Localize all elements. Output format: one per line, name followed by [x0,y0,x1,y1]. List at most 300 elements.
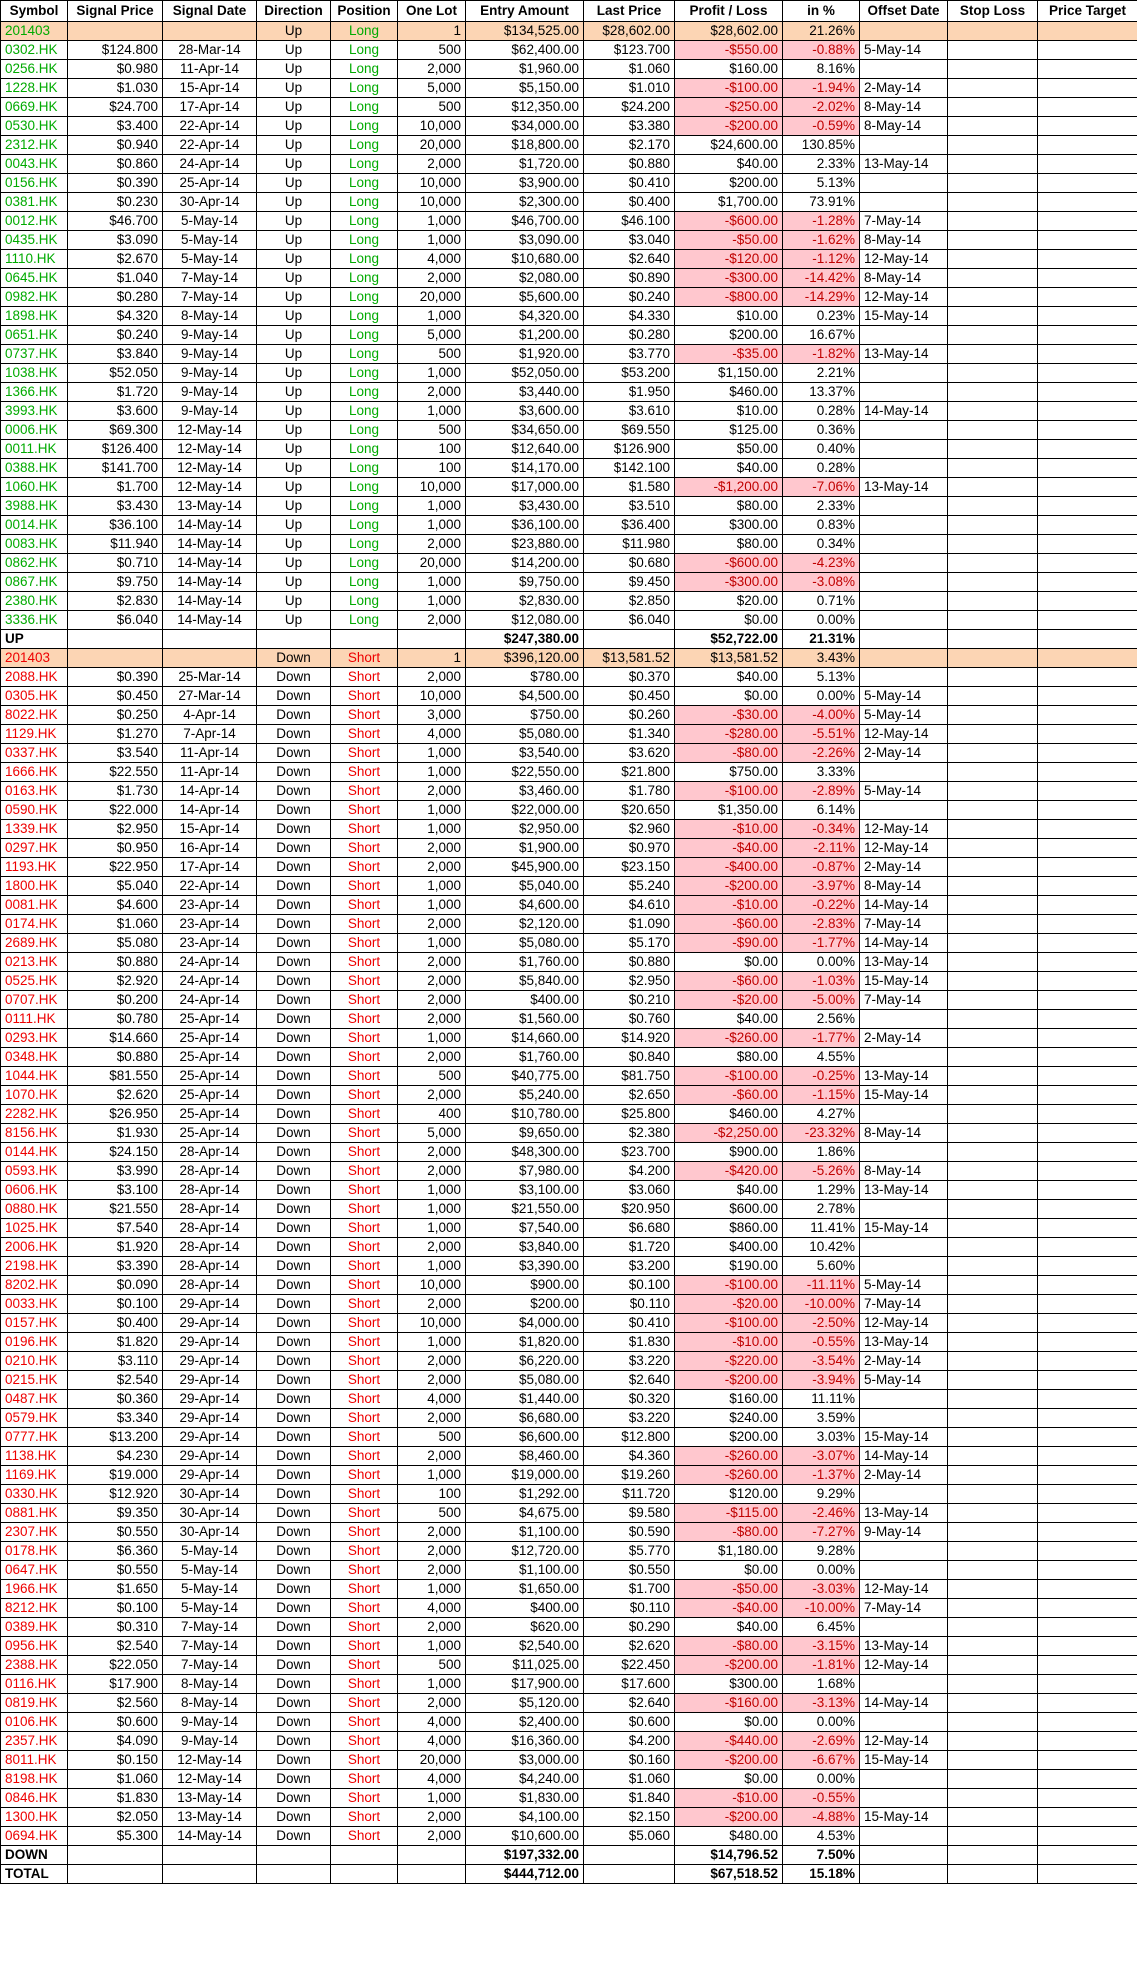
signal-date-cell[interactable]: 14-Apr-14 [163,782,257,801]
segment-profit-loss[interactable]: $28,602.00 [675,22,783,41]
position-cell[interactable]: Short [331,1143,398,1162]
cell[interactable] [948,1846,1038,1865]
price-target-cell[interactable] [1038,1257,1137,1276]
price-target-cell[interactable] [1038,1333,1137,1352]
symbol-cell[interactable]: 2312.HK [1,136,68,155]
price-target-cell[interactable] [1038,41,1137,60]
symbol-cell[interactable]: 0043.HK [1,155,68,174]
last-price-cell[interactable]: $2.620 [584,1637,675,1656]
offset-date-cell[interactable] [860,326,948,345]
signal-date-cell[interactable]: 28-Mar-14 [163,41,257,60]
stop-loss-cell[interactable] [948,535,1038,554]
pct-cell[interactable]: -1.62% [783,231,860,250]
symbol-cell[interactable]: 2282.HK [1,1105,68,1124]
signal-date-cell[interactable]: 7-May-14 [163,1656,257,1675]
direction-cell[interactable]: Down [257,1181,331,1200]
position-cell[interactable]: Short [331,1295,398,1314]
profit-loss-cell[interactable]: -$260.00 [675,1447,783,1466]
one-lot-cell[interactable]: 1,000 [398,877,466,896]
position-cell[interactable]: Long [331,345,398,364]
offset-date-cell[interactable] [860,573,948,592]
entry-amount-cell[interactable]: $1,100.00 [466,1523,584,1542]
direction-cell[interactable]: Up [257,345,331,364]
offset-date-cell[interactable]: 13-May-14 [860,478,948,497]
price-target-cell[interactable] [1038,421,1137,440]
direction-cell[interactable]: Down [257,1086,331,1105]
offset-date-cell[interactable]: 5-May-14 [860,1276,948,1295]
price-target-cell[interactable] [1038,364,1137,383]
offset-date-cell[interactable] [860,421,948,440]
last-price-cell[interactable]: $2.650 [584,1086,675,1105]
stop-loss-cell[interactable] [948,1485,1038,1504]
last-price-cell[interactable]: $3.220 [584,1352,675,1371]
one-lot-cell[interactable]: 2,000 [398,269,466,288]
offset-date-cell[interactable]: 7-May-14 [860,915,948,934]
signal-date-cell[interactable]: 14-May-14 [163,554,257,573]
last-price-cell[interactable]: $3.380 [584,117,675,136]
direction-cell[interactable]: Down [257,1314,331,1333]
offset-date-cell[interactable]: 8-May-14 [860,1124,948,1143]
offset-date-cell[interactable]: 14-May-14 [860,1694,948,1713]
signal-price-cell[interactable]: $0.880 [68,953,163,972]
position-cell[interactable]: Long [331,440,398,459]
cell[interactable] [948,649,1038,668]
offset-date-cell[interactable]: 15-May-14 [860,307,948,326]
position-cell[interactable]: Short [331,1808,398,1827]
position-cell[interactable]: Long [331,307,398,326]
one-lot-cell[interactable]: 1,000 [398,1181,466,1200]
one-lot-cell[interactable]: 2,000 [398,839,466,858]
stop-loss-cell[interactable] [948,706,1038,725]
profit-loss-cell[interactable]: $300.00 [675,1675,783,1694]
profit-loss-cell[interactable]: -$20.00 [675,991,783,1010]
symbol-cell[interactable]: 0006.HK [1,421,68,440]
offset-date-cell[interactable]: 5-May-14 [860,1371,948,1390]
price-target-cell[interactable] [1038,839,1137,858]
cell[interactable] [331,1846,398,1865]
profit-loss-cell[interactable]: $1,700.00 [675,193,783,212]
profit-loss-cell[interactable]: -$160.00 [675,1694,783,1713]
pct-cell[interactable]: 1.68% [783,1675,860,1694]
stop-loss-cell[interactable] [948,60,1038,79]
signal-date-cell[interactable]: 25-Apr-14 [163,1124,257,1143]
entry-amount-cell[interactable]: $3,840.00 [466,1238,584,1257]
direction-cell[interactable]: Down [257,1713,331,1732]
pct-cell[interactable]: 0.40% [783,440,860,459]
stop-loss-cell[interactable] [948,459,1038,478]
stop-loss-cell[interactable] [948,1713,1038,1732]
segment-one-lot[interactable]: 1 [398,22,466,41]
one-lot-cell[interactable]: 4,000 [398,1713,466,1732]
offset-date-cell[interactable] [860,136,948,155]
profit-loss-cell[interactable]: $1,350.00 [675,801,783,820]
profit-loss-cell[interactable]: $0.00 [675,953,783,972]
cell[interactable] [860,649,948,668]
cell[interactable] [860,1865,948,1884]
entry-amount-cell[interactable]: $6,600.00 [466,1428,584,1447]
profit-loss-cell[interactable]: $460.00 [675,383,783,402]
entry-amount-cell[interactable]: $3,430.00 [466,497,584,516]
offset-date-cell[interactable]: 12-May-14 [860,820,948,839]
offset-date-cell[interactable] [860,516,948,535]
price-target-cell[interactable] [1038,1048,1137,1067]
entry-amount-cell[interactable]: $22,550.00 [466,763,584,782]
direction-cell[interactable]: Up [257,41,331,60]
signal-price-cell[interactable]: $2.540 [68,1637,163,1656]
offset-date-cell[interactable]: 15-May-14 [860,972,948,991]
last-price-cell[interactable]: $0.110 [584,1599,675,1618]
entry-amount-cell[interactable]: $52,050.00 [466,364,584,383]
offset-date-cell[interactable]: 7-May-14 [860,991,948,1010]
entry-amount-cell[interactable]: $34,000.00 [466,117,584,136]
stop-loss-cell[interactable] [948,1656,1038,1675]
last-price-cell[interactable]: $3.770 [584,345,675,364]
last-price-cell[interactable]: $0.260 [584,706,675,725]
signal-price-cell[interactable]: $4.090 [68,1732,163,1751]
position-cell[interactable]: Short [331,1789,398,1808]
signal-date-cell[interactable]: 28-Apr-14 [163,1219,257,1238]
offset-date-cell[interactable] [860,1257,948,1276]
pct-cell[interactable]: 10.42% [783,1238,860,1257]
position-cell[interactable]: Short [331,1523,398,1542]
entry-amount-cell[interactable]: $17,900.00 [466,1675,584,1694]
offset-date-cell[interactable]: 14-May-14 [860,402,948,421]
entry-amount-cell[interactable]: $400.00 [466,991,584,1010]
pct-cell[interactable]: 0.36% [783,421,860,440]
pct-cell[interactable]: 0.00% [783,1770,860,1789]
stop-loss-cell[interactable] [948,934,1038,953]
profit-loss-cell[interactable]: $125.00 [675,421,783,440]
signal-date-cell[interactable]: 9-May-14 [163,402,257,421]
stop-loss-cell[interactable] [948,383,1038,402]
stop-loss-cell[interactable] [948,478,1038,497]
position-cell[interactable]: Short [331,1067,398,1086]
stop-loss-cell[interactable] [948,839,1038,858]
symbol-cell[interactable]: 0156.HK [1,174,68,193]
segment-last-price[interactable]: $28,602.00 [584,22,675,41]
offset-date-cell[interactable] [860,1010,948,1029]
profit-loss-cell[interactable]: -$40.00 [675,839,783,858]
entry-amount-cell[interactable]: $12,350.00 [466,98,584,117]
pct-cell[interactable]: 2.33% [783,155,860,174]
symbol-cell[interactable]: 0707.HK [1,991,68,1010]
segment-direction[interactable]: Up [257,22,331,41]
direction-cell[interactable]: Down [257,1295,331,1314]
direction-cell[interactable]: Down [257,1257,331,1276]
symbol-cell[interactable]: 0487.HK [1,1390,68,1409]
last-price-cell[interactable]: $2.850 [584,592,675,611]
one-lot-cell[interactable]: 2,000 [398,991,466,1010]
pct-cell[interactable]: -7.06% [783,478,860,497]
last-price-cell[interactable]: $1.840 [584,1789,675,1808]
entry-amount-cell[interactable]: $1,960.00 [466,60,584,79]
stop-loss-cell[interactable] [948,1561,1038,1580]
signal-date-cell[interactable]: 28-Apr-14 [163,1162,257,1181]
signal-price-cell[interactable]: $0.100 [68,1599,163,1618]
profit-loss-cell[interactable]: -$200.00 [675,1371,783,1390]
one-lot-cell[interactable]: 2,000 [398,1010,466,1029]
last-price-cell[interactable]: $0.970 [584,839,675,858]
entry-amount-cell[interactable]: $14,660.00 [466,1029,584,1048]
pct-cell[interactable]: -3.07% [783,1447,860,1466]
stop-loss-cell[interactable] [948,763,1038,782]
price-target-cell[interactable] [1038,1618,1137,1637]
entry-amount-cell[interactable]: $1,440.00 [466,1390,584,1409]
offset-date-cell[interactable] [860,383,948,402]
stop-loss-cell[interactable] [948,1238,1038,1257]
profit-loss-cell[interactable]: -$50.00 [675,1580,783,1599]
price-target-cell[interactable] [1038,1105,1137,1124]
stop-loss-cell[interactable] [948,1390,1038,1409]
last-price-cell[interactable]: $23.150 [584,858,675,877]
pct-cell[interactable]: 5.60% [783,1257,860,1276]
last-price-cell[interactable]: $0.400 [584,193,675,212]
price-target-cell[interactable] [1038,136,1137,155]
last-price-cell[interactable]: $1.340 [584,725,675,744]
offset-date-cell[interactable]: 8-May-14 [860,877,948,896]
entry-amount-cell[interactable]: $10,600.00 [466,1827,584,1846]
entry-amount-cell[interactable]: $3,390.00 [466,1257,584,1276]
stop-loss-cell[interactable] [948,744,1038,763]
offset-date-cell[interactable] [860,60,948,79]
signal-date-cell[interactable]: 25-Apr-14 [163,1010,257,1029]
profit-loss-cell[interactable]: -$20.00 [675,1295,783,1314]
symbol-cell[interactable]: 0215.HK [1,1371,68,1390]
position-cell[interactable]: Short [331,1200,398,1219]
entry-amount-cell[interactable]: $3,000.00 [466,1751,584,1770]
position-cell[interactable]: Short [331,668,398,687]
offset-date-cell[interactable] [860,1770,948,1789]
one-lot-cell[interactable]: 5,000 [398,326,466,345]
price-target-cell[interactable] [1038,782,1137,801]
position-cell[interactable]: Short [331,1162,398,1181]
last-price-cell[interactable]: $5.770 [584,1542,675,1561]
cell[interactable] [584,630,675,649]
position-cell[interactable]: Short [331,896,398,915]
pct-cell[interactable]: -3.54% [783,1352,860,1371]
position-cell[interactable]: Long [331,41,398,60]
signal-date-cell[interactable]: 22-Apr-14 [163,136,257,155]
last-price-cell[interactable]: $6.680 [584,1219,675,1238]
one-lot-cell[interactable]: 2,000 [398,668,466,687]
entry-amount-cell[interactable]: $5,240.00 [466,1086,584,1105]
pct-cell[interactable]: -2.89% [783,782,860,801]
symbol-cell[interactable]: 0737.HK [1,345,68,364]
signal-price-cell[interactable]: $19.000 [68,1466,163,1485]
pct-cell[interactable]: 0.00% [783,687,860,706]
profit-loss-cell[interactable]: -$30.00 [675,706,783,725]
price-target-cell[interactable] [1038,1409,1137,1428]
price-target-cell[interactable] [1038,1504,1137,1523]
signal-price-cell[interactable]: $0.250 [68,706,163,725]
symbol-cell[interactable]: 3988.HK [1,497,68,516]
symbol-cell[interactable]: 0606.HK [1,1181,68,1200]
price-target-cell[interactable] [1038,991,1137,1010]
profit-loss-cell[interactable]: -$10.00 [675,1333,783,1352]
last-price-cell[interactable]: $0.110 [584,1295,675,1314]
direction-cell[interactable]: Down [257,763,331,782]
position-cell[interactable]: Short [331,1466,398,1485]
position-cell[interactable]: Short [331,1637,398,1656]
signal-date-cell[interactable]: 14-May-14 [163,1827,257,1846]
signal-price-cell[interactable]: $6.360 [68,1542,163,1561]
cell[interactable] [948,1865,1038,1884]
symbol-cell[interactable]: 2357.HK [1,1732,68,1751]
direction-cell[interactable]: Down [257,744,331,763]
symbol-cell[interactable]: 0435.HK [1,231,68,250]
profit-loss-cell[interactable]: $120.00 [675,1485,783,1504]
price-target-cell[interactable] [1038,1789,1137,1808]
one-lot-cell[interactable]: 2,000 [398,1371,466,1390]
entry-amount-cell[interactable]: $1,720.00 [466,155,584,174]
signal-date-cell[interactable]: 25-Apr-14 [163,1105,257,1124]
symbol-cell[interactable]: 1666.HK [1,763,68,782]
symbol-cell[interactable]: 1044.HK [1,1067,68,1086]
direction-cell[interactable]: Up [257,250,331,269]
profit-loss-cell[interactable]: -$80.00 [675,1637,783,1656]
profit-loss-cell[interactable]: $750.00 [675,763,783,782]
signal-date-cell[interactable]: 13-May-14 [163,497,257,516]
last-price-cell[interactable]: $21.800 [584,763,675,782]
last-price-cell[interactable]: $6.040 [584,611,675,630]
direction-cell[interactable]: Down [257,1048,331,1067]
signal-date-cell[interactable]: 23-Apr-14 [163,915,257,934]
cell[interactable] [398,1865,466,1884]
symbol-cell[interactable]: 8198.HK [1,1770,68,1789]
profit-loss-cell[interactable]: -$120.00 [675,250,783,269]
price-target-cell[interactable] [1038,1770,1137,1789]
position-cell[interactable]: Short [331,1713,398,1732]
entry-amount-cell[interactable]: $4,675.00 [466,1504,584,1523]
direction-cell[interactable]: Up [257,288,331,307]
profit-loss-cell[interactable]: -$60.00 [675,972,783,991]
signal-price-cell[interactable]: $0.400 [68,1314,163,1333]
signal-price-cell[interactable]: $11.940 [68,535,163,554]
cell[interactable] [1038,630,1137,649]
signal-price-cell[interactable]: $3.390 [68,1257,163,1276]
direction-cell[interactable]: Down [257,1808,331,1827]
signal-price-cell[interactable]: $22.050 [68,1656,163,1675]
last-price-cell[interactable]: $36.400 [584,516,675,535]
price-target-cell[interactable] [1038,1694,1137,1713]
one-lot-cell[interactable]: 2,000 [398,1086,466,1105]
price-target-cell[interactable] [1038,1599,1137,1618]
direction-cell[interactable]: Down [257,1656,331,1675]
stop-loss-cell[interactable] [948,896,1038,915]
symbol-cell[interactable]: 1366.HK [1,383,68,402]
entry-amount-cell[interactable]: $9,650.00 [466,1124,584,1143]
pct-cell[interactable]: -1.15% [783,1086,860,1105]
symbol-cell[interactable]: 0213.HK [1,953,68,972]
price-target-cell[interactable] [1038,250,1137,269]
grand-total-label[interactable]: TOTAL [1,1865,68,1884]
one-lot-cell[interactable]: 1,000 [398,1200,466,1219]
one-lot-cell[interactable]: 2,000 [398,1618,466,1637]
one-lot-cell[interactable]: 500 [398,345,466,364]
direction-cell[interactable]: Down [257,1200,331,1219]
symbol-cell[interactable]: 0210.HK [1,1352,68,1371]
price-target-cell[interactable] [1038,1542,1137,1561]
price-target-cell[interactable] [1038,1675,1137,1694]
one-lot-cell[interactable]: 10,000 [398,478,466,497]
price-target-cell[interactable] [1038,706,1137,725]
profit-loss-cell[interactable]: $0.00 [675,1561,783,1580]
pct-cell[interactable]: -1.81% [783,1656,860,1675]
signal-date-cell[interactable]: 9-May-14 [163,1713,257,1732]
profit-loss-cell[interactable]: $0.00 [675,1770,783,1789]
position-cell[interactable]: Long [331,212,398,231]
last-price-cell[interactable]: $1.720 [584,1238,675,1257]
price-target-cell[interactable] [1038,497,1137,516]
stop-loss-cell[interactable] [948,117,1038,136]
one-lot-cell[interactable]: 2,000 [398,1827,466,1846]
cell[interactable] [257,1846,331,1865]
last-price-cell[interactable]: $20.950 [584,1200,675,1219]
pct-cell[interactable]: 0.34% [783,535,860,554]
entry-amount-cell[interactable]: $1,650.00 [466,1580,584,1599]
direction-cell[interactable]: Down [257,782,331,801]
signal-price-cell[interactable]: $124.800 [68,41,163,60]
signal-price-cell[interactable]: $0.200 [68,991,163,1010]
offset-date-cell[interactable]: 13-May-14 [860,345,948,364]
price-target-cell[interactable] [1038,383,1137,402]
symbol-cell[interactable]: 2088.HK [1,668,68,687]
position-cell[interactable]: Short [331,744,398,763]
profit-loss-cell[interactable]: -$550.00 [675,41,783,60]
price-target-cell[interactable] [1038,402,1137,421]
segment-pct[interactable]: 3.43% [783,649,860,668]
profit-loss-cell[interactable]: $160.00 [675,60,783,79]
one-lot-cell[interactable]: 10,000 [398,1276,466,1295]
entry-amount-cell[interactable]: $400.00 [466,1599,584,1618]
price-target-cell[interactable] [1038,212,1137,231]
price-target-cell[interactable] [1038,307,1137,326]
one-lot-cell[interactable]: 2,000 [398,535,466,554]
one-lot-cell[interactable]: 1,000 [398,1637,466,1656]
position-cell[interactable]: Short [331,1010,398,1029]
position-cell[interactable]: Short [331,877,398,896]
signal-price-cell[interactable]: $0.880 [68,1048,163,1067]
last-price-cell[interactable]: $25.800 [584,1105,675,1124]
offset-date-cell[interactable] [860,611,948,630]
pct-cell[interactable]: -0.59% [783,117,860,136]
segment-last-price[interactable]: $13,581.52 [584,649,675,668]
pct-cell[interactable]: -3.94% [783,1371,860,1390]
profit-loss-cell[interactable]: -$60.00 [675,1086,783,1105]
position-cell[interactable]: Short [331,1732,398,1751]
direction-cell[interactable]: Up [257,478,331,497]
symbol-cell[interactable]: 0081.HK [1,896,68,915]
offset-date-cell[interactable]: 13-May-14 [860,1637,948,1656]
signal-date-cell[interactable]: 29-Apr-14 [163,1333,257,1352]
segment-symbol[interactable]: 201403 [1,649,68,668]
entry-amount-cell[interactable]: $6,680.00 [466,1409,584,1428]
profit-loss-cell[interactable]: $40.00 [675,1010,783,1029]
pct-cell[interactable]: 0.28% [783,459,860,478]
one-lot-cell[interactable]: 1,000 [398,573,466,592]
stop-loss-cell[interactable] [948,1580,1038,1599]
last-price-cell[interactable]: $22.450 [584,1656,675,1675]
grand-total-entry[interactable]: $444,712.00 [466,1865,584,1884]
price-target-cell[interactable] [1038,554,1137,573]
direction-cell[interactable]: Down [257,820,331,839]
position-cell[interactable]: Short [331,858,398,877]
one-lot-cell[interactable]: 500 [398,421,466,440]
column-header[interactable]: Signal Date [163,1,257,22]
column-header[interactable]: Price Target [1038,1,1137,22]
profit-loss-cell[interactable]: -$115.00 [675,1504,783,1523]
segment-profit-loss[interactable]: $13,581.52 [675,649,783,668]
